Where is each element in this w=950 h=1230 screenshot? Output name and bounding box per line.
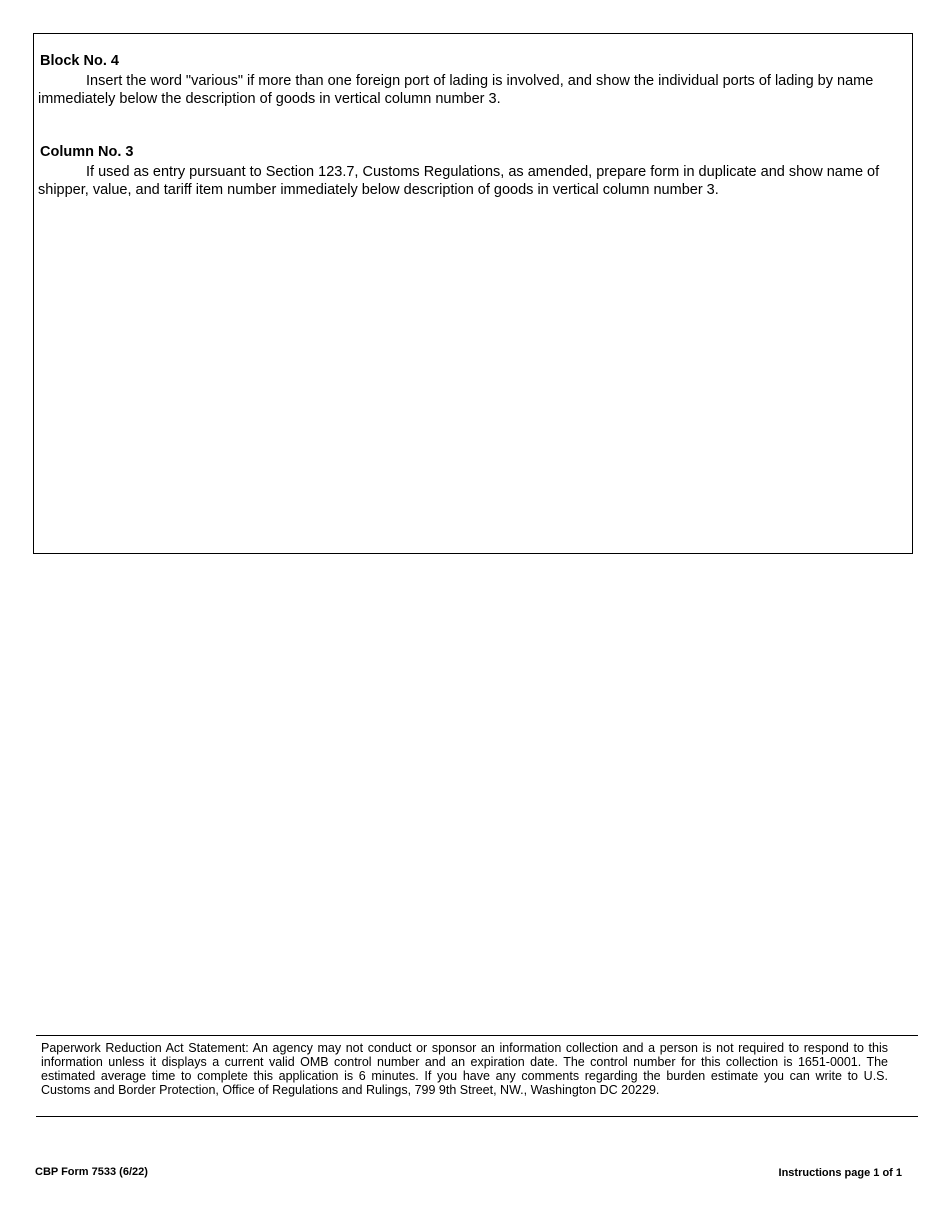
paperwork-text: Paperwork Reduction Act Statement: An agency may not conduct or sponsor an information collection and a person is not required to respond to this information unless it displays a current valid OMB control number and an expiration date. The control number for this collection is 1651-0001. The estimated average time to complete this application is 6 minutes. If you have any comments regarding the burden estimate you can write to U.S. Customs and Border Protection, Office of Regulations and Rulings, 799 9th Street, NW., Washington DC 20229. <box>41 1041 888 1097</box>
section-body: If used as entry pursuant to Section 123.7, Customs Regulations, as amended, prepare form in duplicate and show name of shipper, value, and tariff item number immediately below description of goods in vertical column number 3. <box>38 164 880 198</box>
section-heading: Block No. 4 <box>40 53 119 69</box>
section-body: Insert the word "various" if more than one foreign port of lading is involved, and show the individual ports of lading by name immediately below the description of goods in vertical column number 3. <box>38 73 874 107</box>
instructions-box <box>33 33 913 554</box>
paperwork-reduction-statement <box>36 1035 918 1117</box>
page-number: Instructions page 1 of 1 <box>778 1167 902 1179</box>
section-column-no-3 <box>38 143 900 199</box>
section-block-no-4 <box>38 52 900 108</box>
section-heading: Column No. 3 <box>40 144 134 160</box>
form-id: CBP Form 7533 (6/22) <box>35 1166 148 1178</box>
